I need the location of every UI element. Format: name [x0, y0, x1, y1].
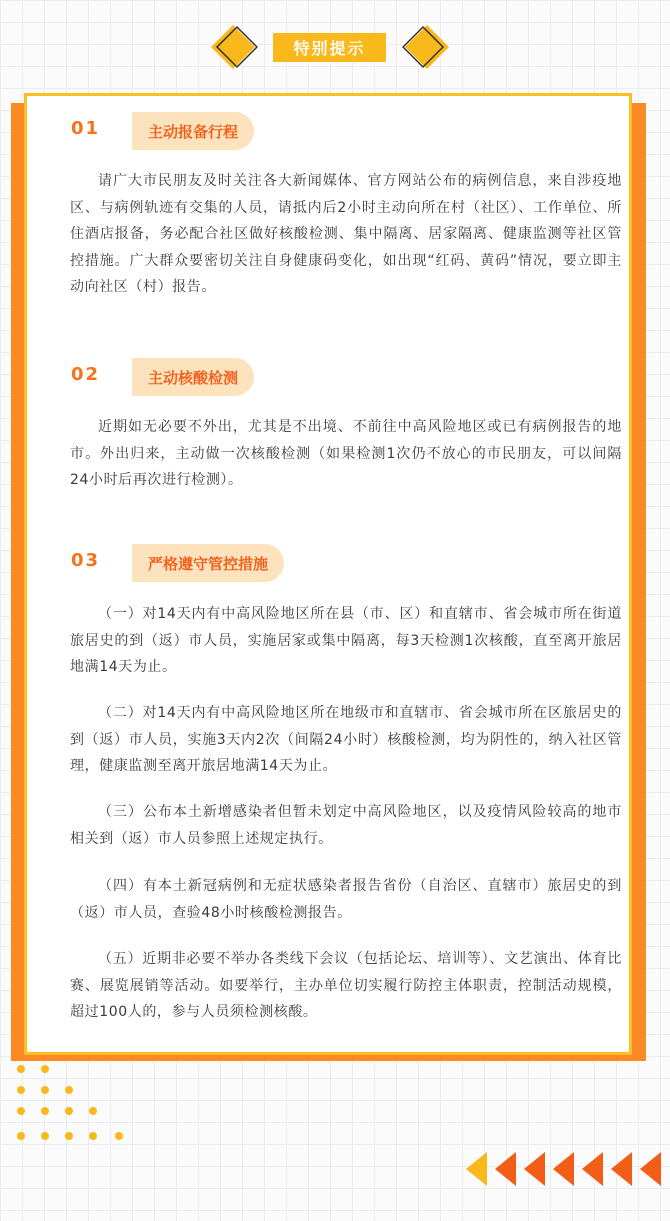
paragraph: （四）有本土新冠病例和无症状感染者报告省份（自治区、直辖市）旅居史的到（返）市人员，查验48小时核酸检测报告。 — [70, 878, 622, 921]
paragraph: （二）对14天内有中高风险地区所在地级市和直辖市、省会城市所在区旅居史的到（返）市人员，实施3天内2次（间隔24小时）核酸检测，均为阴性的，纳入社区管理，健康监测至离开旅居地满14天为止。 — [70, 705, 622, 774]
header — [0, 0, 670, 95]
arrow-row-icon — [466, 1152, 670, 1186]
paragraph: （五）近期非必要不举办各类线下会议（包括论坛、培训等）、文艺演出、体育比赛、展览展销等活动。如要举行，主办单位切实履行防控主体职责，控制活动规模，超过100人的，参与人员须检测核酸。 — [70, 951, 622, 1020]
paragraph: （一）对14天内有中高风险地区所在县（市、区）和直辖市、省会城市所在街道旅居史的到（返）市人员，实施居家或集中隔离，每3天检测1次核酸，直至离开旅居地满14天为止。 — [70, 606, 622, 675]
banner-title: 特别提示 — [273, 33, 386, 62]
section-heading-01 — [27, 112, 635, 152]
section-heading-02 — [27, 358, 635, 398]
diamond-decoration-icon — [208, 22, 258, 72]
paragraph: 请广大市民朋友及时关注各大新闻媒体、官方网站公布的病例信息，来自涉疫地区、与病例轨迹有交集的人员，请抵内后2小时主动向所在村（社区）、工作单位、所住酒店报备，务必配合社区做好核酸检测、集中隔离、居家隔离、健康监测等社区管控措施。广大群众要密切关注自身健康码变化，如出现“红码、黄码”情况，要立即主动向社区（村）报告。 — [70, 173, 622, 295]
section-title: 主动核酸检测 — [132, 358, 254, 396]
diamond-decoration-icon — [402, 22, 452, 72]
notice-card — [24, 93, 632, 1055]
paragraph: 近期如无必要不外出，尤其是不出境、不前往中高风险地区或已有病例报告的地市。外出归来，主动做一次核酸检测（如果检测1次仍不放心的市民朋友，可以间隔24小时后再次进行检测）。 — [70, 419, 622, 488]
section-title: 严格遵守管控措施 — [132, 544, 284, 582]
section-number: 03 — [71, 550, 101, 571]
section-number: 02 — [71, 364, 101, 385]
section-title: 主动报备行程 — [132, 112, 254, 150]
paragraph: （三）公布本土新增感染者但暂未划定中高风险地区，以及疫情风险较高的地市相关到（返）市人员参照上述规定执行。 — [70, 804, 622, 847]
section-heading-03 — [27, 544, 635, 584]
section-number: 01 — [71, 118, 101, 139]
